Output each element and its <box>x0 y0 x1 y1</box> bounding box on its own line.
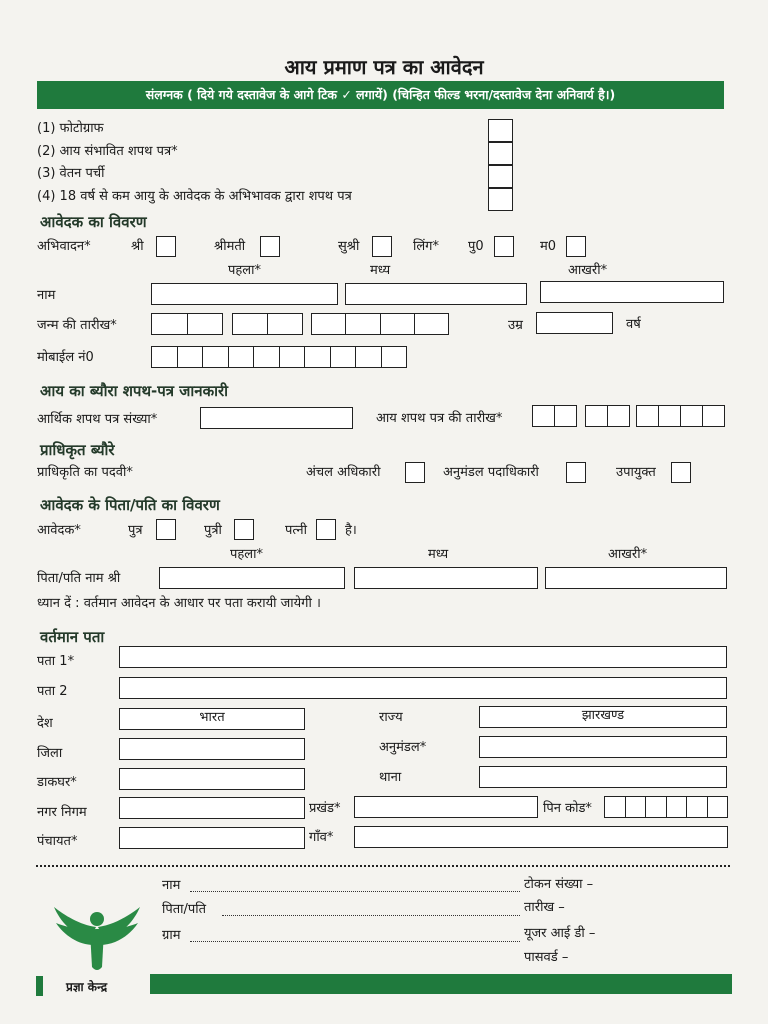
post-office-label: डाकघर* <box>37 775 77 790</box>
bottom-left-mark <box>36 976 43 996</box>
district-field[interactable] <box>119 738 305 760</box>
relation-daughter-label: पुत्री <box>204 523 222 538</box>
salutation-label: अभिवादन* <box>37 239 91 254</box>
attachment-4-label: (4) 18 वर्ष से कम आयु के आवेदक के अभिभावक द्वारा शपथ पत्र <box>37 189 352 204</box>
attachment-2-label: (2) आय संभावित शपथ पत्र* <box>37 144 178 159</box>
parent-last-name-header: आखरी* <box>608 547 648 562</box>
country-value: भारत <box>199 710 225 725</box>
attachment-1-label: (1) फोटोग्राफ <box>37 121 104 136</box>
address-line1-label: पता 1* <box>37 654 75 669</box>
affidavit-date-label: आय शपथ पत्र की तारीख* <box>376 411 503 426</box>
police-station-label: थाना <box>379 770 402 785</box>
first-name-field[interactable] <box>151 283 338 305</box>
receipt-name-label: नाम <box>162 878 181 893</box>
first-name-header: पहला* <box>228 263 261 278</box>
address-heading: वर्तमान पता <box>40 628 105 646</box>
subdivision-field[interactable] <box>479 736 727 758</box>
affidavit-date-year-field[interactable] <box>636 405 725 427</box>
salutation-shri-label: श्री <box>131 239 144 254</box>
parent-first-name-field[interactable] <box>159 567 345 589</box>
sdo-checkbox[interactable] <box>566 462 586 483</box>
gender-female-checkbox[interactable] <box>566 236 586 257</box>
block-field[interactable] <box>354 796 538 818</box>
state-field[interactable] <box>479 706 727 728</box>
salutation-shri-checkbox[interactable] <box>156 236 176 257</box>
district-label: जिला <box>37 746 63 761</box>
dob-month-field[interactable] <box>232 313 303 335</box>
address-line1-field[interactable] <box>119 646 727 668</box>
pragya-kendra-logo <box>50 905 145 975</box>
attachment-3-label: (3) वेतन पर्ची <box>37 166 105 181</box>
last-name-field[interactable] <box>540 281 724 303</box>
years-label: वर्ष <box>626 317 641 332</box>
parent-middle-name-field[interactable] <box>354 567 538 589</box>
age-field[interactable] <box>536 312 613 334</box>
cut-line <box>36 865 730 867</box>
receipt-village-line <box>190 941 520 942</box>
deputy-commissioner-checkbox[interactable] <box>671 462 691 483</box>
receipt-village-label: ग्राम <box>162 928 181 943</box>
applicant-heading: आवेदक का विवरण <box>40 213 147 231</box>
country-field[interactable] <box>119 708 305 730</box>
parent-first-name-header: पहला* <box>230 547 263 562</box>
dob-label: जन्म की तारीख* <box>37 318 117 333</box>
user-id-label: यूजर आई डी – <box>524 926 596 941</box>
banner-text: संलग्नक ( दिये गये दस्तावेज के आगे टिक ✓ लगायें) (चिन्हित फील्ड भरना/दस्तावेज देना अनिवार्य है।) <box>145 87 616 102</box>
age-label: उम्र <box>508 318 523 333</box>
affidavit-number-label: आर्थिक शपथ पत्र संख्या* <box>37 412 158 427</box>
affidavit-date-month-field[interactable] <box>585 405 630 427</box>
relation-daughter-checkbox[interactable] <box>234 519 254 540</box>
affidavit-number-field[interactable] <box>200 407 353 429</box>
designation-label: प्राधिकृति का पदवी* <box>37 465 133 480</box>
attachment-3-checkbox[interactable] <box>488 165 513 188</box>
attachment-4-checkbox[interactable] <box>488 188 513 211</box>
gender-male-checkbox[interactable] <box>494 236 514 257</box>
relation-son-checkbox[interactable] <box>156 519 176 540</box>
panchayat-field[interactable] <box>119 827 305 849</box>
panchayat-label: पंचायत* <box>37 834 78 849</box>
state-label: राज्य <box>379 710 403 725</box>
relation-suffix: है। <box>345 523 357 538</box>
post-office-field[interactable] <box>119 768 305 790</box>
gender-male-label: पु0 <box>468 239 484 254</box>
subdivision-label: अनुमंडल* <box>379 740 427 755</box>
gender-female-label: म0 <box>540 239 557 254</box>
gender-label: लिंग* <box>413 239 440 254</box>
salutation-shrimati-checkbox[interactable] <box>260 236 280 257</box>
block-label: प्रखंड* <box>309 801 341 816</box>
parent-name-label: पिता/पति नाम श्री <box>37 571 121 586</box>
parent-middle-name-header: मध्य <box>428 547 449 562</box>
salutation-shrimati-label: श्रीमती <box>214 239 246 254</box>
parent-heading: आवेदक के पिता/पति का विवरण <box>40 496 220 514</box>
dob-day-field[interactable] <box>151 313 223 335</box>
state-value: झारखण्ड <box>581 708 625 723</box>
attachment-2-checkbox[interactable] <box>488 142 513 165</box>
circle-officer-checkbox[interactable] <box>405 462 425 483</box>
receipt-father-line <box>222 915 520 916</box>
logo-caption: प्रज्ञा केन्द्र <box>66 980 108 994</box>
affidavit-date-day-field[interactable] <box>532 405 577 427</box>
salutation-sushri-checkbox[interactable] <box>372 236 392 257</box>
middle-name-field[interactable] <box>345 283 527 305</box>
village-field[interactable] <box>354 826 728 848</box>
address-line2-field[interactable] <box>119 677 727 699</box>
deputy-commissioner-label: उपायुक्त <box>616 465 656 480</box>
mobile-label: मोबाईल नं0 <box>37 350 94 365</box>
dob-year-field[interactable] <box>311 313 449 335</box>
police-station-field[interactable] <box>479 766 727 788</box>
pin-code-field[interactable] <box>604 796 728 818</box>
attachments-banner <box>37 81 724 109</box>
middle-name-header: मध्य <box>370 263 391 278</box>
relation-son-label: पुत्र <box>128 523 143 538</box>
sdo-label: अनुमंडल पदाधिकारी <box>443 465 539 480</box>
mobile-field[interactable] <box>151 346 407 368</box>
municipality-label: नगर निगम <box>37 805 87 820</box>
form-title: आय प्रमाण पत्र का आवेदन <box>284 55 484 79</box>
municipality-field[interactable] <box>119 797 305 819</box>
name-label: नाम <box>37 288 56 303</box>
relation-label: आवेदक* <box>37 523 81 538</box>
address-line2-label: पता 2 <box>37 684 68 699</box>
password-label: पासवर्ड – <box>524 950 569 965</box>
receipt-father-label: पिता/पति <box>162 902 207 917</box>
receipt-name-line <box>190 891 520 892</box>
token-number-label: टोकन संख्या – <box>524 877 594 892</box>
salutation-sushri-label: सुश्री <box>338 239 360 254</box>
attachment-1-checkbox[interactable] <box>488 119 513 142</box>
relation-wife-checkbox[interactable] <box>316 519 336 540</box>
country-label: देश <box>37 716 53 731</box>
parent-last-name-field[interactable] <box>545 567 727 589</box>
address-note: ध्यान दें : वर्तमान आवेदन के आधार पर पता करायी जायेगी । <box>37 596 321 611</box>
pin-code-label: पिन कोड* <box>543 801 592 816</box>
village-label: गाँव* <box>309 830 334 845</box>
last-name-header: आखरी* <box>568 263 608 278</box>
relation-wife-label: पत्नी <box>285 523 307 538</box>
circle-officer-label: अंचल अधिकारी <box>306 465 381 480</box>
income-heading: आय का ब्यौरा शपथ-पत्र जानकारी <box>40 382 229 400</box>
bottom-green-bar <box>150 974 732 994</box>
receipt-date-label: तारीख – <box>524 900 565 915</box>
authority-heading: प्राधिकृत ब्यौरे <box>40 441 115 459</box>
